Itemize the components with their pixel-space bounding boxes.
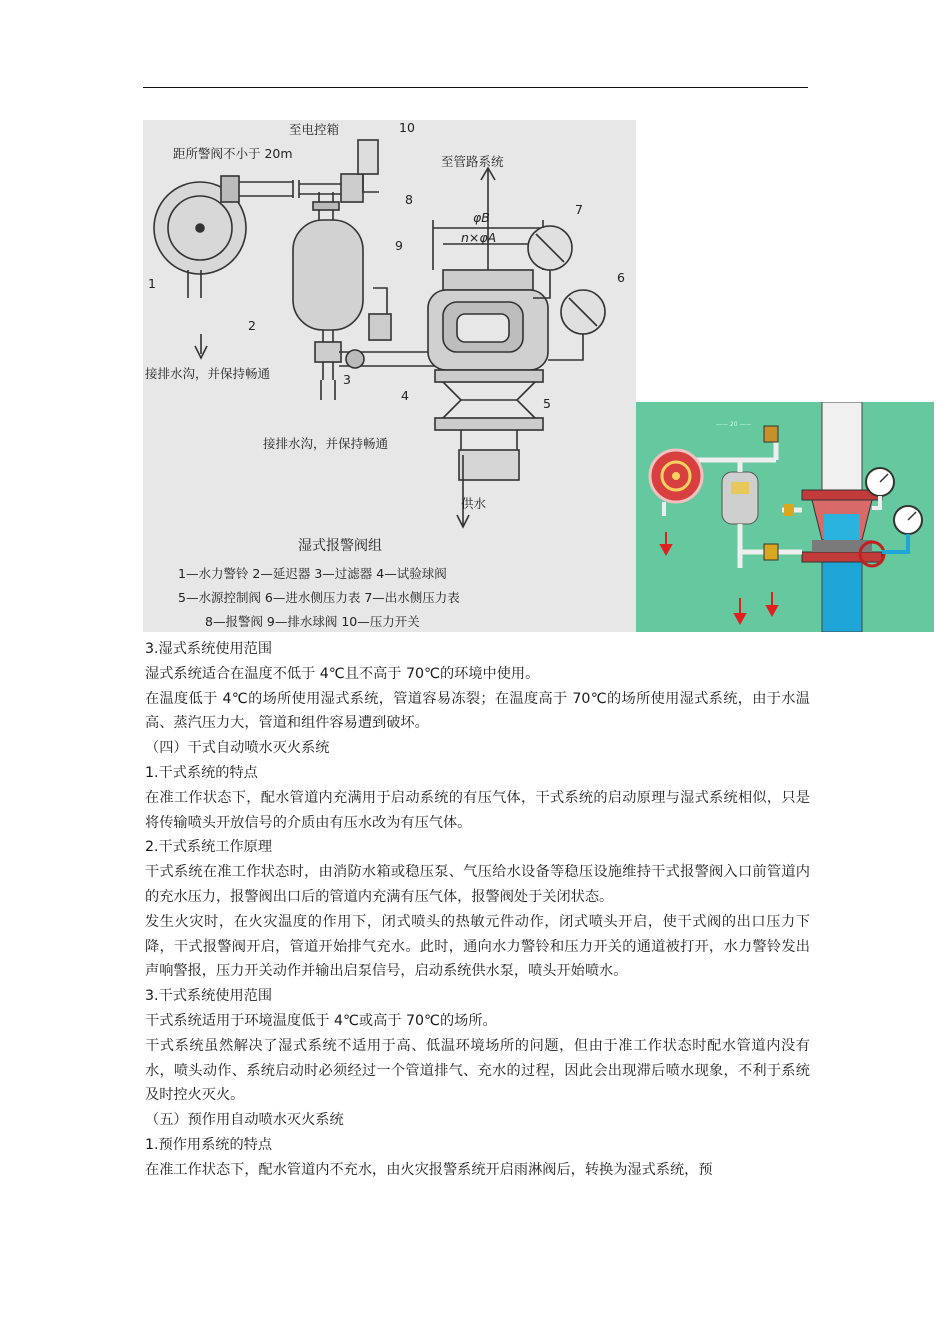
legend-row-3: 8—报警阀 9—排水球阀 10—压力开关 xyxy=(205,614,420,629)
part-number-7: 7 xyxy=(575,202,583,217)
part-number-6: 6 xyxy=(617,270,625,285)
part-number-9: 9 xyxy=(395,238,403,253)
part-number-2: 2 xyxy=(248,318,256,333)
part-number-1: 1 xyxy=(148,276,156,291)
part-number-10: 10 xyxy=(399,120,415,135)
part-number-4: 4 xyxy=(401,388,409,403)
part-number-5: 5 xyxy=(543,396,551,411)
paragraph: 在准工作状态下，配水管道内不充水，由火灾报警系统开启雨淋阀后，转换为湿式系统，预 xyxy=(145,1161,713,1178)
legend-row-1: 1—水力警铃 2—延迟器 3—过滤器 4—试验球阀 xyxy=(178,566,447,581)
paragraph: 在准工作状态下，配水管道内充满用于启动系统的有压气体，干式系统的启动原理与湿式系统相似，只是将传输喷头开放信号的介质由有压水改为有压气体。 xyxy=(145,789,810,831)
wet-alarm-valve-diagram xyxy=(143,120,636,632)
section-heading: 1.预作用系统的特点 xyxy=(145,1136,273,1153)
label-to-pipe-system: 至管路系统 xyxy=(441,154,504,169)
paragraph: 发生火灾时，在火灾温度的作用下，闭式喷头的热敏元件动作，闭式喷头开启，使干式阀的出口压力下降，干式报警阀开启，管道开始排气充水。此时，通向水力警铃和压力开关的通道被打开，水力警铃发出声响警报，压力开关动作并输出启泵信号，启动系统供水泵，喷头开始喷水。 xyxy=(145,913,810,980)
label-dim-b: φB xyxy=(473,210,490,225)
part-number-8: 8 xyxy=(405,192,413,207)
paragraph: 在温度低于 4℃的场所使用湿式系统，管道容易冻裂；在温度高于 70℃的场所使用湿式系统，由于水温高、蒸汽压力大，管道和组件容易遭到破坏。 xyxy=(145,690,810,732)
wet-system-animation-frame xyxy=(636,402,934,632)
diagram-caption: 湿式报警阀组 xyxy=(298,538,382,554)
body-text xyxy=(145,637,810,1183)
section-heading: 3.干式系统使用范围 xyxy=(145,988,273,1005)
valve-tag: —— 20 —— xyxy=(716,421,752,428)
paragraph: 干式系统虽然解决了湿式系统不适用于高、低温环境场所的问题，但由于准工作状态时配水管道内没有水，喷头动作、系统启动时必须经过一个管道排气、充水的过程，因此会出现滞后喷水现象，不利于系统及时控火灭火。 xyxy=(145,1037,810,1104)
section-heading: 1.干式系统的特点 xyxy=(145,764,258,781)
part-number-3: 3 xyxy=(343,372,351,387)
label-distance-note: 距所警阀不小于 20m xyxy=(173,146,293,161)
section-heading: 2.干式系统工作原理 xyxy=(145,839,273,856)
label-water-supply: 供水 xyxy=(461,496,487,511)
label-dim-a: n×φA xyxy=(461,230,497,245)
label-to-control-box: 至电控箱 xyxy=(289,122,340,137)
paragraph: 干式系统在准工作状态时，由消防水箱或稳压泵、气压给水设备等稳压设施维持干式报警阀入口前管道内的充水压力，报警阀出口后的管道内充满有压气体，报警阀处于关闭状态。 xyxy=(145,864,810,905)
label-drain-left: 接排水沟，并保持畅通 xyxy=(145,366,271,381)
section-heading: 3.湿式系统使用范围 xyxy=(145,641,273,657)
section-heading: （五）预作用自动喷水灭火系统 xyxy=(145,1112,344,1129)
header-rule xyxy=(143,87,808,88)
section-heading: （四）干式自动喷水灭火系统 xyxy=(145,740,330,757)
paragraph: 湿式系统适合在温度不低于 4℃且不高于 70℃的环境中使用。 xyxy=(145,665,540,682)
label-drain-bottom: 接排水沟，并保持畅通 xyxy=(263,436,389,451)
legend-row-2: 5—水源控制阀 6—进水侧压力表 7—出水侧压力表 xyxy=(178,590,460,605)
paragraph: 干式系统适用于环境温度低于 4℃或高于 70℃的场所。 xyxy=(145,1012,497,1029)
